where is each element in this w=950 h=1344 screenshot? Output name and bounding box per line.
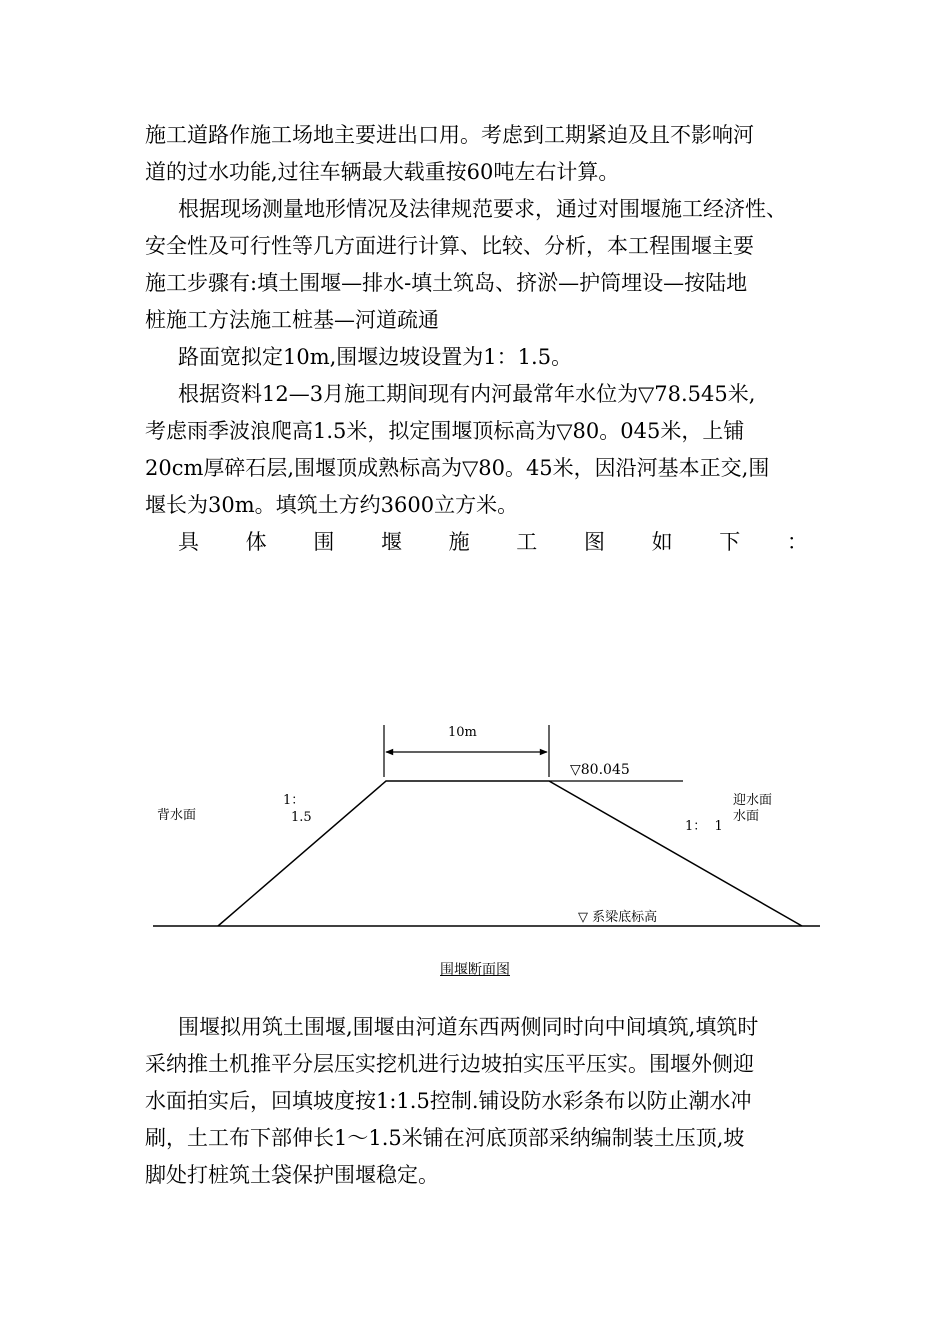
- figure-caption: 围堰断面图: [440, 962, 510, 978]
- paragraph-line: 堰长为30m。填筑土方约3600立方米。: [145, 493, 519, 517]
- heading-char: 体: [245, 530, 267, 554]
- paragraph-line: 施工步骤有:填土围堰—排水-填土筑岛、挤淤—护筒埋设—按陆地: [145, 271, 748, 295]
- embankment-outline: [218, 781, 802, 926]
- heading-char: 图: [583, 530, 605, 554]
- paragraph-line: 20cm厚碎石层,围堰顶成熟标高为▽80。45米，因沿河基本正交,围: [145, 456, 770, 480]
- paragraph-line: 根据现场测量地形情况及法律规范要求，通过对围堰施工经济性、: [178, 197, 787, 221]
- paragraph-line: 路面宽拟定10m,围堰边坡设置为1：1.5。: [178, 345, 573, 369]
- paragraph-line: 脚处打桩筑土袋保护围堰稳定。: [145, 1163, 439, 1187]
- width-label: 10m: [448, 725, 477, 740]
- paragraph-line: 刷，土工布下部伸长1～1.5米铺在河底顶部采纳编制装土压顶,坡: [145, 1126, 745, 1150]
- crest-elevation-label: ▽80.045: [570, 762, 630, 778]
- paragraph-line: 考虑雨季波浪爬高1.5米，拟定围堰顶标高为▽80。045米，上铺: [145, 419, 745, 443]
- heading-char: 施: [448, 530, 470, 554]
- left-slope-ratio: 1：: [283, 793, 305, 808]
- base-elevation-label: ▽ 系梁底标高: [578, 910, 658, 925]
- right-side-label-2: 水面: [733, 809, 760, 824]
- left-slope-ratio-value: 1.5: [291, 810, 312, 825]
- paragraph-line: 水面拍实后，回填坡度按1:1.5控制.铺设防水彩条布以防止潮水冲: [145, 1089, 752, 1113]
- heading-char: 堰: [380, 530, 402, 554]
- left-side-label: 背水面: [157, 808, 197, 823]
- paragraph-line: 道的过水功能,过往车辆最大载重按60吨左右计算。: [145, 160, 620, 184]
- right-side-label: 迎水面: [733, 793, 773, 808]
- heading-char: 如: [651, 530, 673, 554]
- paragraph-line: 安全性及可行性等几方面进行计算、比较、分析，本工程围堰主要: [145, 234, 754, 258]
- right-slope-ratio: 1： 1: [685, 819, 723, 834]
- heading-char: 下: [719, 530, 741, 554]
- paragraph-line: 根据资料12—3月施工期间现有内河最常年水位为▽78.545米,: [178, 382, 756, 406]
- paragraph-line: 围堰拟用筑土围堰,围堰由河道东西两侧同时向中间填筑,填筑时: [178, 1015, 759, 1039]
- paragraph-line: 桩施工方法施工桩基—河道疏通: [145, 308, 439, 332]
- paragraph-line: 采纳推土机推平分层压实挖机进行边坡拍实压平压实。围堰外侧迎: [145, 1052, 754, 1076]
- heading-char: 工: [516, 530, 538, 554]
- heading-char: 围: [313, 530, 335, 554]
- paragraph-line: 施工道路作施工场地主要进出口用。考虑到工期紧迫及且不影响河: [145, 123, 754, 147]
- heading-char: ：: [786, 530, 808, 554]
- heading-char: 具: [178, 530, 199, 554]
